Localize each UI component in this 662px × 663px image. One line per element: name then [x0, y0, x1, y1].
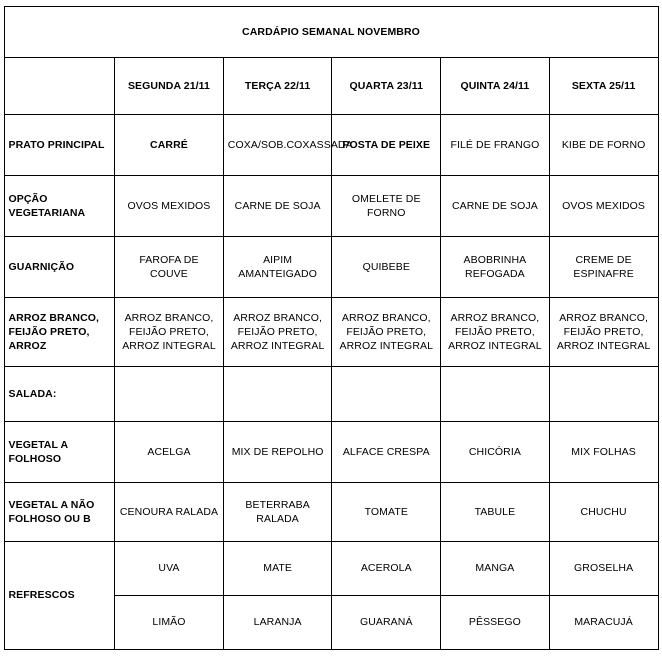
cell-salada-thursday [441, 367, 550, 422]
cell-veg-tuesday: CARNE DE SOJA [223, 176, 332, 237]
row-label-vegetal-folhoso: VEGETAL A FOLHOSO [4, 422, 115, 483]
cell-salada-wednesday [332, 367, 441, 422]
cell-naofolhoso-monday: CENOURA RALADA [115, 483, 224, 542]
cell-salada-tuesday [223, 367, 332, 422]
cell-refresco1-monday: UVA [115, 542, 224, 596]
cell-refresco2-friday: MARACUJÁ [549, 596, 658, 650]
corner-cell [4, 58, 115, 115]
cell-arroz-monday: ARROZ BRANCO, FEIJÃO PRETO, ARROZ INTEGRAL [115, 298, 224, 367]
cell-refresco1-wednesday: ACEROLA [332, 542, 441, 596]
cell-refresco2-wednesday: GUARANÁ [332, 596, 441, 650]
table-row [4, 176, 658, 237]
table-row [4, 483, 658, 542]
row-label-vegetal-nao-folhoso: VEGETAL A NÃO FOLHOSO OU B [4, 483, 115, 542]
cell-veg-friday: OVOS MEXIDOS [549, 176, 658, 237]
cell-folhoso-tuesday: MIX DE REPOLHO [223, 422, 332, 483]
cell-veg-monday: OVOS MEXIDOS [115, 176, 224, 237]
table-row [4, 298, 658, 367]
cell-naofolhoso-thursday: TABULE [441, 483, 550, 542]
table-row [4, 542, 658, 596]
cell-refresco2-tuesday: LARANJA [223, 596, 332, 650]
weekly-menu-table [4, 6, 659, 650]
cell-refresco1-friday: GROSELHA [549, 542, 658, 596]
cell-folhoso-monday: ACELGA [115, 422, 224, 483]
cell-guarnicao-friday: CREME DE ESPINAFRE [549, 237, 658, 298]
header-row [4, 58, 658, 115]
row-label-salada: SALADA: [4, 367, 115, 422]
row-label-refrescos: REFRESCOS [4, 542, 115, 650]
cell-naofolhoso-friday: CHUCHU [549, 483, 658, 542]
cell-prato-tuesday: COXA/SOB.COXASSADA [223, 115, 332, 176]
title-row [4, 7, 658, 58]
cell-folhoso-wednesday: ALFACE CRESPA [332, 422, 441, 483]
table-row [4, 237, 658, 298]
cell-arroz-thursday: ARROZ BRANCO, FEIJÃO PRETO, ARROZ INTEGRAL [441, 298, 550, 367]
day-header-monday: SEGUNDA 21/11 [115, 58, 224, 115]
cell-guarnicao-wednesday: QUIBEBE [332, 237, 441, 298]
row-label-arroz-feijao: ARROZ BRANCO, FEIJÃO PRETO, ARROZ [4, 298, 115, 367]
cell-salada-friday [549, 367, 658, 422]
cell-prato-wednesday: POSTA DE PEIXE [332, 115, 441, 176]
cell-folhoso-thursday: CHICÓRIA [441, 422, 550, 483]
row-label-guarnicao: GUARNIÇÃO [4, 237, 115, 298]
table-row [4, 422, 658, 483]
row-label-prato-principal: PRATO PRINCIPAL [4, 115, 115, 176]
day-header-wednesday: QUARTA 23/11 [332, 58, 441, 115]
cell-veg-wednesday: OMELETE DE FORNO [332, 176, 441, 237]
day-header-friday: SEXTA 25/11 [549, 58, 658, 115]
cell-refresco1-tuesday: MATE [223, 542, 332, 596]
cell-salada-monday [115, 367, 224, 422]
cell-prato-friday: KIBE DE FORNO [549, 115, 658, 176]
cell-guarnicao-tuesday: AIPIM AMANTEIGADO [223, 237, 332, 298]
row-label-opcao-vegetariana: OPÇÃO VEGETARIANA [4, 176, 115, 237]
cell-prato-thursday: FILÉ DE FRANGO [441, 115, 550, 176]
cell-veg-thursday: CARNE DE SOJA [441, 176, 550, 237]
cell-refresco1-thursday: MANGA [441, 542, 550, 596]
cell-naofolhoso-wednesday: TOMATE [332, 483, 441, 542]
table-row [4, 367, 658, 422]
day-header-tuesday: TERÇA 22/11 [223, 58, 332, 115]
cell-prato-monday: CARRÉ [115, 115, 224, 176]
table-row [4, 115, 658, 176]
cell-arroz-tuesday: ARROZ BRANCO, FEIJÃO PRETO, ARROZ INTEGRAL [223, 298, 332, 367]
cell-refresco2-monday: LIMÃO [115, 596, 224, 650]
cell-guarnicao-monday: FAROFA DE COUVE [115, 237, 224, 298]
cell-arroz-friday: ARROZ BRANCO, FEIJÃO PRETO, ARROZ INTEGRAL [549, 298, 658, 367]
day-header-thursday: QUINTA 24/11 [441, 58, 550, 115]
cell-folhoso-friday: MIX FOLHAS [549, 422, 658, 483]
cell-naofolhoso-tuesday: BETERRABA RALADA [223, 483, 332, 542]
cell-arroz-wednesday: ARROZ BRANCO, FEIJÃO PRETO, ARROZ INTEGRAL [332, 298, 441, 367]
cell-guarnicao-thursday: ABOBRINHA REFOGADA [441, 237, 550, 298]
cell-refresco2-thursday: PÊSSEGO [441, 596, 550, 650]
page-title: CARDÁPIO SEMANAL NOVEMBRO [4, 7, 658, 58]
